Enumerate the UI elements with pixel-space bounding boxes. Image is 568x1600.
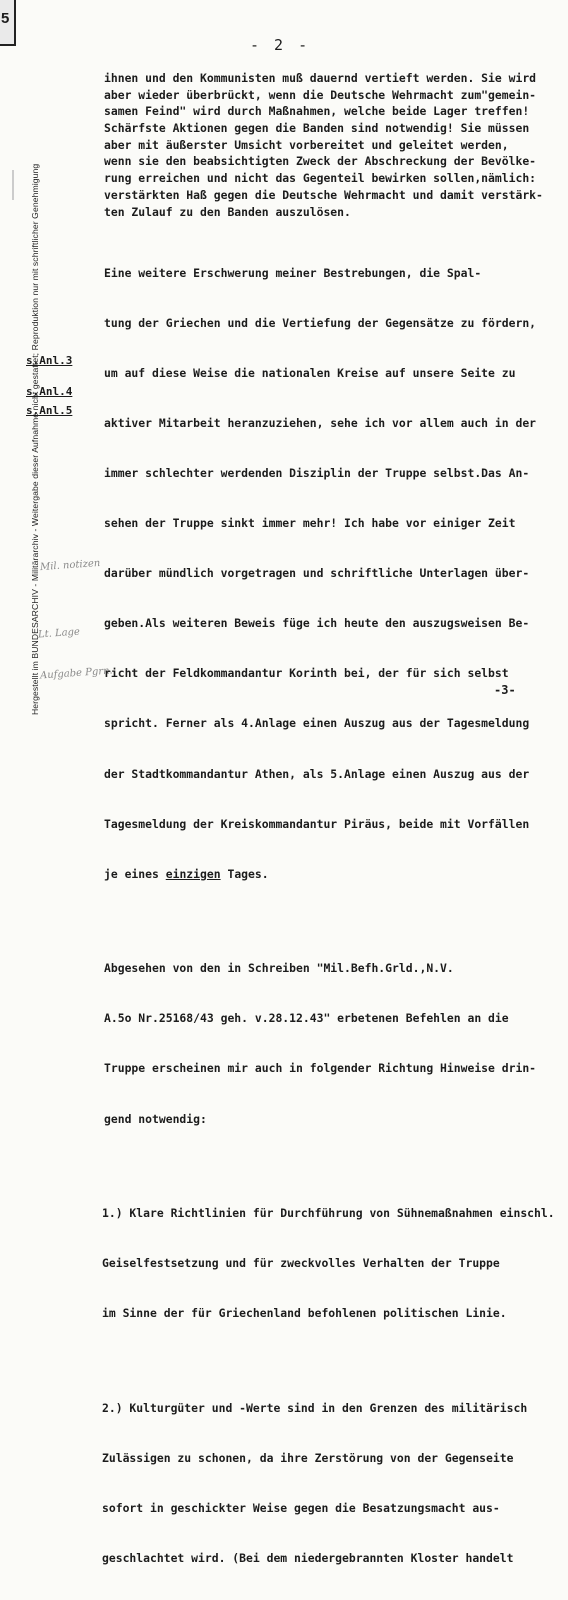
text-line: verstärkten Haß gegen die Deutsche Wehrmacht und damit verstärk- [104,187,543,202]
margin-ref-4: s.Anl.4 [26,385,73,398]
text-line: rung erreichen und nicht das Gegenteil bewirken sollen,nämlich: [104,171,537,186]
corner-mark [0,0,16,46]
document-body [102,70,555,1600]
text-line: spricht. Ferner als 4.Anlage einen Auszug aus der Tagesmeldung [104,716,530,731]
marginal-note-1: Mil. notizen [39,557,101,574]
text-line: A.5o Nr.25168/43 geh. v.28.12.43" erbetenen Befehlen an die [104,1011,509,1026]
staple-mark [12,170,14,200]
text-line: richt der Feldkommandantur Korinth bei, der für sich selbst [104,666,509,681]
paragraph-2 [104,231,549,916]
margin-references [26,351,72,420]
text-line: sofort in geschickter Weise gegen die Besatzungsmacht aus- [102,1500,500,1515]
text-line: tung der Griechen und die Vertiefung der Gegensätze zu fördern, [104,315,537,330]
text-line: geben.Als weiteren Beweis füge ich heute den auszugsweisen Be- [104,616,530,631]
text-line: ten Zulauf zu den Banden auszulösen. [104,204,351,219]
corner-digit: 5 [1,10,10,27]
text-line: Geiselfestsetzung und für zweckvolles Verhalten der Truppe [102,1256,500,1271]
paragraph-1 [104,70,549,220]
margin-ref-3: s.Anl.3 [26,354,73,367]
marginal-note-2: Lt. Lage [37,626,81,641]
marginal-note-3: Aufgabe Pgrn. [39,665,114,682]
text-line: aktiver Mitarbeit heranzuziehen, sehe ich vor allem auch in der [104,415,537,430]
text-line: um auf diese Weise die nationalen Kreise auf unsere Seite zu [104,365,516,380]
text-line: gend notwendig: [104,1111,207,1126]
text-line: aber wieder überbrückt, wenn die Deutsche Wehrmacht zum"gemein- [104,87,537,102]
text-line: darüber mündlich vorgetragen und schriftliche Unterlagen über- [104,566,530,581]
text-line: Truppe erscheinen mir auch in folgender Richtung Hinweise drin- [104,1061,537,1076]
text-line: 2.) Kulturgüter und -Werte sind in den Grenzen des militärisch [102,1400,528,1415]
text-line: geschlachtet wird. (Bei dem niedergebrannten Kloster handelt [102,1550,514,1565]
text-line: Eine weitere Erschwerung meiner Bestrebungen, die Spal- [104,265,482,280]
text-line: Tagesmeldung der Kreiskommandantur Piräus, beide mit Vorfällen [104,816,530,831]
text-line: ihnen und den Kommunisten muß dauernd vertieft werden. Sie wird [104,71,537,85]
text-line [104,866,549,883]
text-line: Schärfste Aktionen gegen die Banden sind notwendig! Sie müssen [104,121,530,136]
text-line: im Sinne der für Griechenland befohlenen politischen Linie. [102,1306,507,1321]
margin-ref-5: s.Anl.5 [26,404,73,417]
list-item-2 [102,1366,549,1600]
text-line: Zulässigen zu schonen, da ihre Zerstörung von der Gegenseite [102,1450,514,1465]
underlined-word: einzigen [165,866,221,881]
text-line: wenn sie den beabsichtigten Zweck der Abschreckung der Bevölke- [104,154,537,169]
paragraph-3 [104,927,549,1161]
archive-stamp: Hergestellt im BUNDESARCHIV - Militärarchiv - Weitergabe dieser Aufnahme nicht gestattet; Reproduktion nur mit schriftlicher Genehmigung [30,163,40,715]
text-fragment: Tages. [220,866,269,881]
page-number: - 2 - [250,36,311,54]
text-line: der Stadtkommandantur Athen, als 5.Anlage einen Auszug aus der [104,766,530,781]
text-line: Abgesehen von den in Schreiben "Mil.Befh.Grld.,N.V. [104,961,454,976]
text-fragment: je eines [104,866,166,881]
text-line: sehen der Truppe sinkt immer mehr! Ich habe vor einiger Zeit [104,516,516,531]
text-line: aber mit äußerster Umsicht vorbereitet und geleitet werden, [104,137,509,152]
continuation-marker: -3- [494,683,516,697]
list-item-1 [102,1172,555,1356]
text-line: immer schlechter werdenden Disziplin der Truppe selbst.Das An- [104,465,530,480]
text-line: 1.) Klare Richtlinien für Durchführung von Sühnemaßnahmen einschl. [102,1206,555,1220]
text-line: samen Feind" wird durch Maßnahmen, welche beide Lager treffen! [104,104,530,119]
